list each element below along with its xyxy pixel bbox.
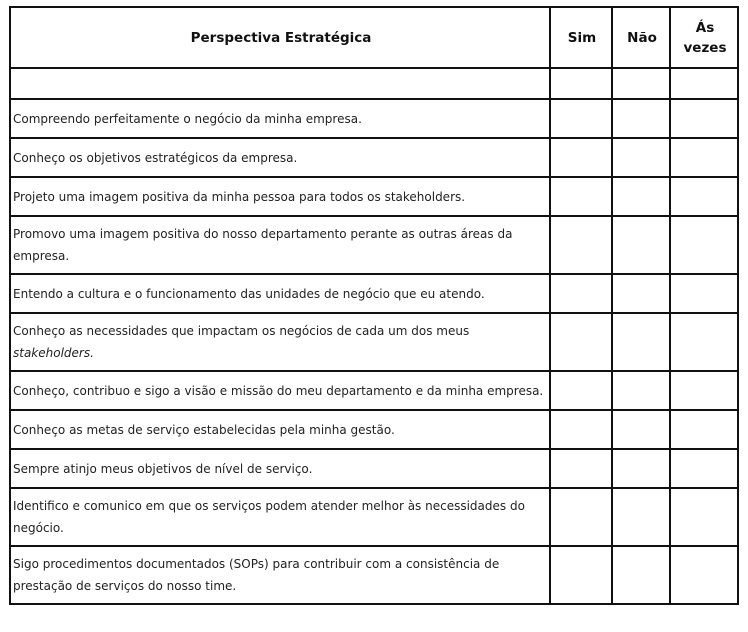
answer-cell-nao[interactable] <box>612 99 670 138</box>
answer-cell-sim[interactable] <box>550 99 612 138</box>
answer-cell-sim[interactable] <box>550 313 612 371</box>
answer-cell-as-vezes[interactable] <box>670 488 738 546</box>
answer-cell-sim[interactable] <box>550 68 612 99</box>
answer-cell-as-vezes[interactable] <box>670 546 738 604</box>
answer-cell-sim[interactable] <box>550 138 612 177</box>
answer-cell-as-vezes[interactable] <box>670 177 738 216</box>
statement-text: Conheço, contribuo e sigo a visão e missão do meu departamento e da minha empresa. <box>10 371 550 410</box>
answer-cell-nao[interactable] <box>612 371 670 410</box>
answer-cell-sim[interactable] <box>550 546 612 604</box>
answer-cell-as-vezes[interactable] <box>670 313 738 371</box>
answer-cell-as-vezes[interactable] <box>670 410 738 449</box>
answer-cell-sim[interactable] <box>550 216 612 274</box>
answer-cell-nao[interactable] <box>612 488 670 546</box>
answer-cell-sim[interactable] <box>550 488 612 546</box>
statement-text: Promovo uma imagem positiva do nosso departamento perante as outras áreas da empresa. <box>10 216 550 274</box>
table-row <box>10 546 738 604</box>
answer-cell-nao[interactable] <box>612 546 670 604</box>
answer-cell-nao[interactable] <box>612 449 670 488</box>
table-row <box>10 274 738 313</box>
column-header-as-vezes: Ás vezes <box>670 7 738 68</box>
table-title: Perspectiva Estratégica <box>10 7 550 68</box>
table-row <box>10 138 738 177</box>
answer-cell-as-vezes[interactable] <box>670 216 738 274</box>
statement-text: Projeto uma imagem positiva da minha pessoa para todos os stakeholders. <box>10 177 550 216</box>
answer-cell-nao[interactable] <box>612 274 670 313</box>
answer-cell-as-vezes[interactable] <box>670 99 738 138</box>
table-row <box>10 410 738 449</box>
answer-cell-as-vezes[interactable] <box>670 68 738 99</box>
statement-cell <box>10 313 550 371</box>
answer-cell-as-vezes[interactable] <box>670 449 738 488</box>
statement-text: Sempre atinjo meus objetivos de nível de serviço. <box>10 449 550 488</box>
answer-cell-nao[interactable] <box>612 68 670 99</box>
answer-cell-nao[interactable] <box>612 138 670 177</box>
answer-cell-as-vezes[interactable] <box>670 274 738 313</box>
table-row <box>10 99 738 138</box>
answer-cell-as-vezes[interactable] <box>670 371 738 410</box>
empty-row <box>10 68 738 99</box>
answer-cell-sim[interactable] <box>550 371 612 410</box>
table-row <box>10 216 738 274</box>
statement-text: Entendo a cultura e o funcionamento das unidades de negócio que eu atendo. <box>10 274 550 313</box>
answer-cell-sim[interactable] <box>550 177 612 216</box>
column-header-nao: Não <box>612 7 670 68</box>
table-row <box>10 449 738 488</box>
statement-emphasis: stakeholders. <box>13 346 94 360</box>
answer-cell-nao[interactable] <box>612 216 670 274</box>
answer-cell-nao[interactable] <box>612 177 670 216</box>
strategic-perspective-table <box>9 6 739 605</box>
statement-text: Conheço os objetivos estratégicos da empresa. <box>10 138 550 177</box>
answer-cell-sim[interactable] <box>550 449 612 488</box>
statement-text: Compreendo perfeitamente o negócio da minha empresa. <box>10 99 550 138</box>
column-header-sim: Sim <box>550 7 612 68</box>
answer-cell-sim[interactable] <box>550 410 612 449</box>
empty-statement-cell <box>10 68 550 99</box>
statement-text: Conheço as necessidades que impactam os negócios de cada um dos meus <box>13 324 470 338</box>
answer-cell-sim[interactable] <box>550 274 612 313</box>
answer-cell-nao[interactable] <box>612 410 670 449</box>
answer-cell-as-vezes[interactable] <box>670 138 738 177</box>
answer-cell-nao[interactable] <box>612 313 670 371</box>
table-row <box>10 371 738 410</box>
statement-text: Sigo procedimentos documentados (SOPs) para contribuir com a consistência de prestação de serviços do nosso time. <box>10 546 550 604</box>
statement-text: Identifico e comunico em que os serviços podem atender melhor às necessidades do negócio. <box>10 488 550 546</box>
header-row <box>10 7 738 68</box>
table-row <box>10 488 738 546</box>
table-row <box>10 313 738 371</box>
statement-text: Conheço as metas de serviço estabelecidas pela minha gestão. <box>10 410 550 449</box>
table-row <box>10 177 738 216</box>
